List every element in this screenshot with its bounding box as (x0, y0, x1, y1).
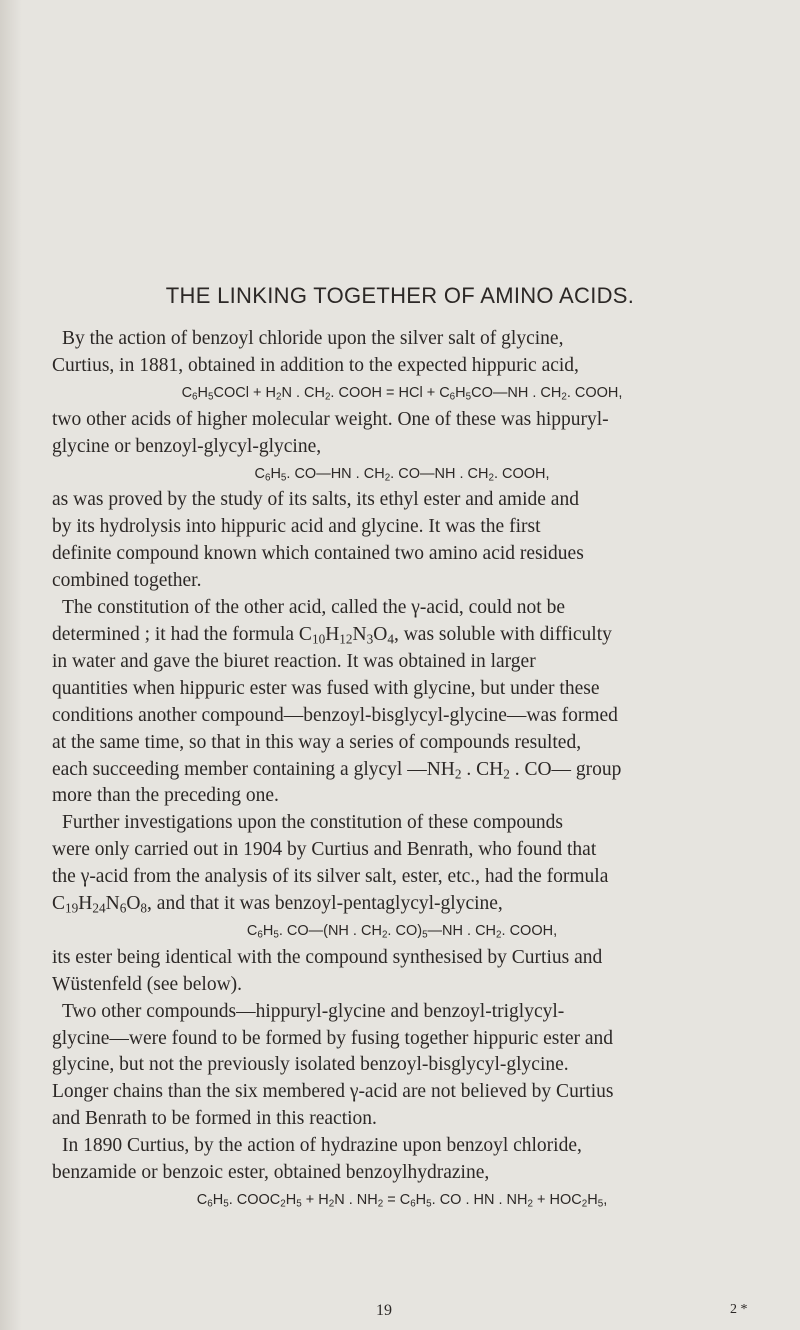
body-text (52, 326, 752, 1214)
paragraph-line: Further investigations upon the constitution of these compounds (62, 812, 563, 834)
equation-hippuric-acid: $C_6H_5COCl + H_2N$ . $CH_2$. COOH = HCl + $C_6H_5CO—NH$ . $CH_2$. COOH, (181, 384, 623, 403)
paragraph-line: in water and gave the biuret reaction. It was obtained in larger (52, 650, 536, 672)
paragraph-line: definite compound known which contained two amino acid residues (52, 543, 584, 565)
paragraph-line: glycine, but not the previously isolated benzoyl-bisglycyl-glycine. (52, 1054, 569, 1076)
paragraph-line: and Benrath to be formed in this reaction. (52, 1108, 377, 1130)
paragraph-line: combined together. (52, 570, 202, 592)
paragraph-line: its ester being identical with the compound synthesised by Curtius and (52, 946, 603, 968)
paragraph-line: were only carried out in 1904 by Curtius and Benrath, who found that (52, 839, 597, 861)
paragraph-line: quantities when hippuric ester was fused with glycine, but under these (52, 677, 600, 699)
paragraph-line: By the action of benzoyl chloride upon the silver salt of glycine, (62, 328, 564, 349)
page-number: 19 (376, 1302, 392, 1319)
equation-benzoylhydrazine: $C_6H_5$. $COOC_2H_5 + H_2N$ . $NH_2 = C_6H_5$. CO . HN . $NH_2 + HOC_2H_5$, (196, 1192, 608, 1210)
paragraph-line: at the same time, so that in this way a series of compounds resulted, (52, 731, 582, 753)
paragraph-line: the γ-acid from the analysis of its silver salt, ester, etc., had the formula (52, 866, 609, 888)
signature-mark: 2 * (730, 1302, 748, 1317)
paragraph-line: glycine—were found to be formed by fusing together hippuric ester and (52, 1027, 613, 1049)
paragraph-line: Two other compounds—hippuryl-glycine and benzoyl-triglycyl- (62, 1000, 565, 1022)
paragraph-line: The constitution of the other acid, called the γ-acid, could not be (62, 597, 565, 619)
paragraph-line: Longer chains than the six membered γ-acid are not believed by Curtius (52, 1081, 614, 1103)
formula-hippuryl-glycine: $C_6H_5$. CO—HN . $CH_2$. CO—NH . $CH_2$. COOH, (254, 465, 550, 483)
paragraph-line: In 1890 Curtius, by the action of hydrazine upon benzoyl chloride, (62, 1135, 582, 1157)
paragraph-line: Curtius, in 1881, obtained in addition to the expected hippuric acid, (52, 354, 579, 376)
formula-benzoyl-pentaglycyl-glycine: $C_6H_5$. CO—(NH . $CH_2$. $CO)_5—NH$ . $CH_2$. COOH, (246, 922, 558, 941)
paragraph-line: glycine or benzoyl-glycyl-glycine, (52, 435, 322, 457)
page-title: THE LINKING TOGETHER OF AMINO ACIDS. (165, 283, 635, 308)
paragraph-line: benzamide or benzoic ester, obtained benzoylhydrazine, (52, 1162, 490, 1184)
paragraph-line-formula: each succeeding member containing a glycyl $—NH_2$ . $CH_2$ . CO— group (52, 758, 622, 781)
paragraph-line: Wüstenfeld (see below). (52, 973, 243, 995)
paragraph-line: two other acids of higher molecular weight. One of these was hippuryl- (52, 408, 609, 430)
page-binding-shadow (0, 0, 22, 1330)
paragraph-line-formula: determined ; it had the formula $C_{10}H_{12}N_3O_4$, was soluble with difficulty (52, 623, 612, 647)
paragraph-line: as was proved by the study of its salts, its ethyl ester and amide and (52, 489, 579, 511)
paragraph-line: more than the preceding one. (52, 785, 279, 807)
paragraph-line-formula: $C_{19}H_{24}N_6O_8$, and that it was benzoyl-pentaglycyl-glycine, (52, 893, 503, 916)
paragraph-line: by its hydrolysis into hippuric acid and glycine. It was the first (52, 516, 541, 538)
paragraph-line: conditions another compound—benzoyl-bisglycyl-glycine—was formed (52, 704, 618, 726)
